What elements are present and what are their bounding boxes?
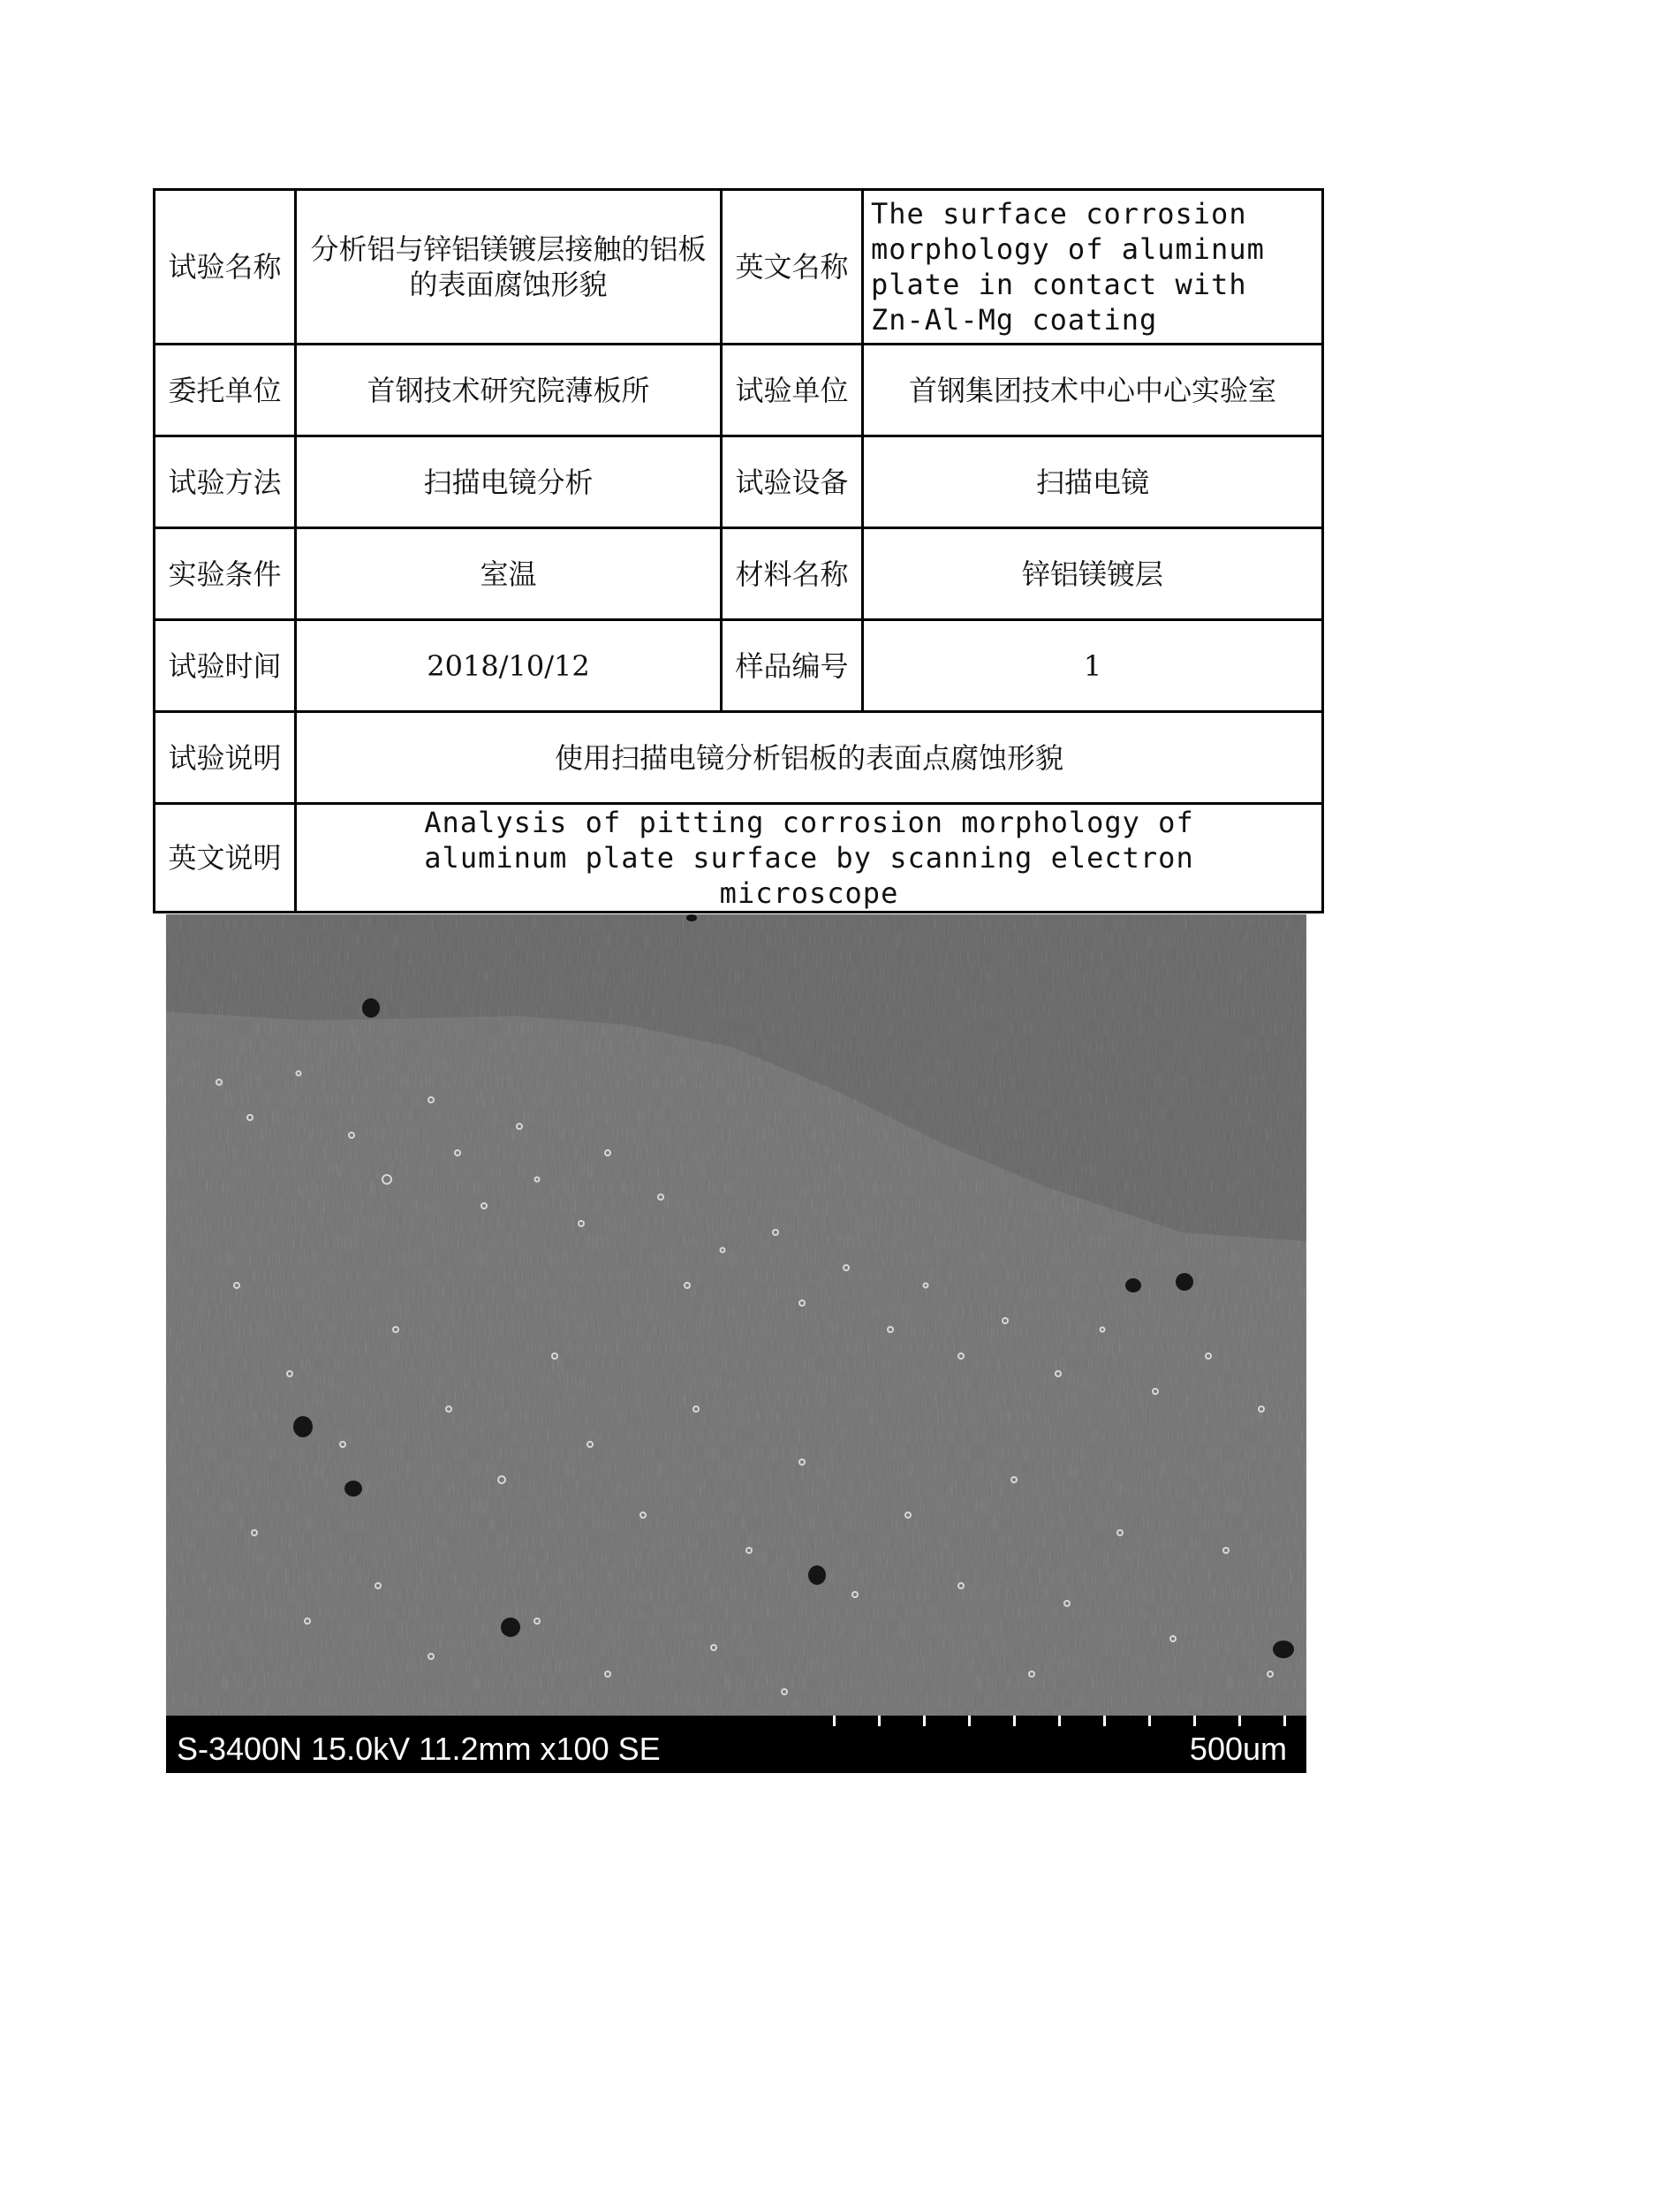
description-value: 使用扫描电镜分析铝板的表面点腐蚀形貌 (296, 712, 1323, 804)
scale-bar (833, 1716, 1292, 1728)
test-info-table (153, 188, 1324, 913)
english-description-label: 英文说明 (155, 804, 296, 913)
client-value: 首钢技术研究院薄板所 (296, 345, 722, 436)
sem-info-bar (166, 1716, 1306, 1773)
client-label: 委托单位 (155, 345, 296, 436)
material-value: 锌铝镁镀层 (863, 528, 1323, 620)
table-row (155, 620, 1323, 712)
table-row (155, 804, 1323, 913)
test-equipment-label: 试验设备 (722, 436, 863, 528)
conditions-label: 实验条件 (155, 528, 296, 620)
sem-surface-image (166, 914, 1306, 1718)
test-method-value: 扫描电镜分析 (296, 436, 722, 528)
table-row (155, 345, 1323, 436)
description-label: 试验说明 (155, 712, 296, 804)
test-name-value: 分析铝与锌铝镁镀层接触的铝板的表面腐蚀形貌 (296, 190, 722, 345)
conditions-value: 室温 (296, 528, 722, 620)
test-date-value: 2018/10/12 (296, 620, 722, 712)
sem-acquisition-info: S-3400N 15.0kV 11.2mm x100 SE (177, 1731, 661, 1767)
test-equipment-value: 扫描电镜 (863, 436, 1323, 528)
test-unit-value: 首钢集团技术中心中心实验室 (863, 345, 1323, 436)
test-method-label: 试验方法 (155, 436, 296, 528)
table-row (155, 528, 1323, 620)
test-unit-label: 试验单位 (722, 345, 863, 436)
test-date-label: 试验时间 (155, 620, 296, 712)
english-name-value: The surface corrosion morphology of aluminum plate in contact with Zn-Al-Mg coating (863, 190, 1323, 345)
english-name-label: 英文名称 (722, 190, 863, 345)
table-row (155, 436, 1323, 528)
english-description-value: Analysis of pitting corrosion morphology of aluminum plate surface by scanning electron microscope (296, 804, 1323, 913)
sem-micrograph (166, 914, 1306, 1773)
sample-number-value: 1 (863, 620, 1323, 712)
table-row (155, 712, 1323, 804)
material-label: 材料名称 (722, 528, 863, 620)
test-name-label: 试验名称 (155, 190, 296, 345)
table-row (155, 190, 1323, 345)
sample-number-label: 样品编号 (722, 620, 863, 712)
sem-scale-label: 500um (1189, 1731, 1287, 1767)
